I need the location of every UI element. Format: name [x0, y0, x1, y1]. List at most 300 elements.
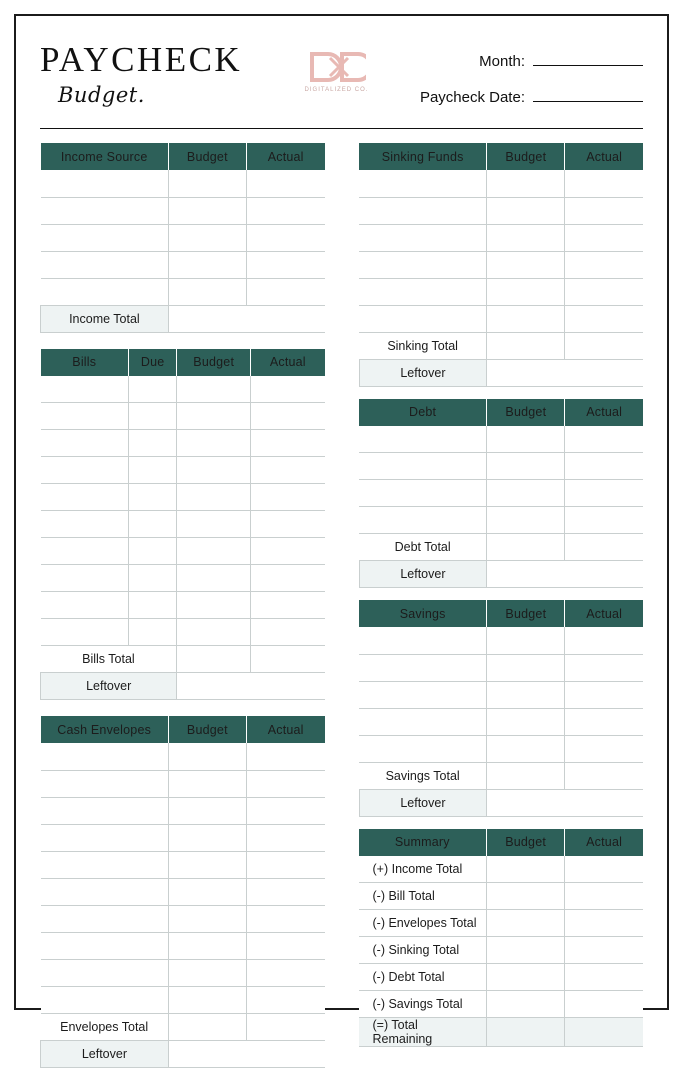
month-input[interactable] — [533, 52, 643, 66]
envelopes-cell-budget[interactable] — [168, 959, 246, 986]
envelopes-row[interactable] — [41, 743, 325, 770]
bills-cell-actual[interactable] — [251, 457, 325, 484]
envelopes-cell-name[interactable] — [41, 851, 169, 878]
bills-cell-name[interactable] — [41, 430, 129, 457]
sinking-cell-name[interactable] — [359, 305, 487, 332]
bills-leftover-row[interactable] — [41, 673, 325, 700]
income-col-source: Income Source — [41, 143, 169, 170]
bills-cell-budget[interactable] — [177, 403, 251, 430]
summary-row-actual[interactable] — [565, 937, 643, 964]
income-cell-actual[interactable] — [246, 224, 324, 251]
summary-row-label: (-) Savings Total — [359, 991, 487, 1018]
savings-header-row — [359, 600, 643, 627]
savings-cell-budget[interactable] — [487, 708, 565, 735]
bills-cell-budget[interactable] — [177, 484, 251, 511]
sinking-header-row — [359, 143, 643, 170]
sinking-cell-actual[interactable] — [565, 278, 643, 305]
debt-total-actual[interactable] — [565, 534, 643, 561]
summary-row-budget[interactable] — [487, 964, 565, 991]
envelopes-cell-budget[interactable] — [168, 770, 246, 797]
bills-col-actual: Actual — [251, 349, 325, 376]
savings-cell-actual[interactable] — [565, 654, 643, 681]
bills-cell-budget[interactable] — [177, 430, 251, 457]
sinking-col-actual: Actual — [565, 143, 643, 170]
sinking-total-label: Sinking Total — [359, 332, 487, 359]
debt-cell-budget[interactable] — [487, 507, 565, 534]
bills-cell-budget[interactable] — [177, 511, 251, 538]
income-total-budget[interactable] — [168, 305, 246, 332]
bills-cell-name[interactable] — [41, 619, 129, 646]
sinking-row[interactable] — [359, 251, 643, 278]
logo-icon — [308, 50, 366, 84]
bills-total-row[interactable] — [41, 646, 325, 673]
envelopes-cell-budget[interactable] — [168, 797, 246, 824]
income-table — [40, 143, 325, 333]
sinking-row[interactable] — [359, 305, 643, 332]
month-row — [393, 52, 643, 70]
savings-leftover-row[interactable] — [359, 789, 643, 816]
bills-cell-name[interactable] — [41, 511, 129, 538]
income-cell-source[interactable] — [41, 224, 169, 251]
savings-cell-name[interactable] — [359, 681, 487, 708]
summary-row-actual[interactable] — [565, 883, 643, 910]
summary-table — [359, 829, 644, 1048]
envelopes-cell-budget[interactable] — [168, 905, 246, 932]
bills-row[interactable] — [41, 538, 325, 565]
sinking-table — [359, 143, 644, 387]
bills-row[interactable] — [41, 511, 325, 538]
envelopes-cell-actual[interactable] — [246, 797, 324, 824]
summary-row-actual[interactable] — [565, 910, 643, 937]
debt-leftover-label: Leftover — [359, 561, 487, 588]
sinking-leftover-label: Leftover — [359, 359, 487, 386]
bills-leftover-actual[interactable] — [251, 673, 325, 700]
savings-cell-name[interactable] — [359, 708, 487, 735]
savings-total-label: Savings Total — [359, 762, 487, 789]
savings-row[interactable] — [359, 681, 643, 708]
sinking-cell-name[interactable] — [359, 197, 487, 224]
bills-cell-budget[interactable] — [177, 538, 251, 565]
debt-cell-name[interactable] — [359, 480, 487, 507]
sinking-cell-name[interactable] — [359, 170, 487, 197]
envelopes-cell-budget[interactable] — [168, 932, 246, 959]
bills-row[interactable] — [41, 565, 325, 592]
debt-leftover-budget[interactable] — [487, 561, 565, 588]
savings-col-budget: Budget — [487, 600, 565, 627]
bills-row[interactable] — [41, 484, 325, 511]
envelopes-cell-actual[interactable] — [246, 932, 324, 959]
bills-total-budget[interactable] — [177, 646, 251, 673]
summary-row — [359, 991, 644, 1018]
sinking-row[interactable] — [359, 224, 643, 251]
income-header-row — [41, 143, 325, 170]
savings-cell-budget[interactable] — [487, 654, 565, 681]
bills-cell-actual[interactable] — [251, 619, 325, 646]
summary-row-label: (-) Sinking Total — [359, 937, 487, 964]
bills-header-row — [41, 349, 325, 376]
page-subtitle: Budget. — [58, 83, 145, 107]
summary-row-budget[interactable] — [487, 883, 565, 910]
envelopes-cell-actual[interactable] — [246, 770, 324, 797]
bills-cell-actual[interactable] — [251, 538, 325, 565]
summary-row-budget[interactable] — [487, 856, 565, 883]
debt-leftover-row[interactable] — [359, 561, 643, 588]
spacer — [359, 588, 644, 600]
sinking-total-budget[interactable] — [487, 332, 565, 359]
bills-row[interactable] — [41, 376, 325, 403]
sinking-total-row[interactable] — [359, 332, 643, 359]
savings-cell-budget[interactable] — [487, 735, 565, 762]
summary-row-budget[interactable] — [487, 991, 565, 1018]
sinking-cell-actual[interactable] — [565, 305, 643, 332]
savings-leftover-budget[interactable] — [487, 789, 565, 816]
bills-cell-name[interactable] — [41, 484, 129, 511]
income-row[interactable] — [41, 170, 325, 197]
bills-cell-due[interactable] — [129, 511, 177, 538]
spacer — [359, 817, 644, 829]
paycheck-date-input[interactable] — [533, 88, 643, 102]
bills-cell-name[interactable] — [41, 457, 129, 484]
bills-cell-name[interactable] — [41, 565, 129, 592]
left-column — [40, 143, 325, 1068]
bills-cell-actual[interactable] — [251, 376, 325, 403]
debt-cell-budget[interactable] — [487, 480, 565, 507]
debt-table — [359, 399, 644, 589]
income-row[interactable] — [41, 197, 325, 224]
envelopes-cell-name[interactable] — [41, 797, 169, 824]
debt-cell-actual[interactable] — [565, 480, 643, 507]
envelopes-cell-actual[interactable] — [246, 959, 324, 986]
income-cell-budget[interactable] — [168, 197, 246, 224]
savings-total-budget[interactable] — [487, 762, 565, 789]
envelopes-col-actual: Actual — [246, 716, 324, 743]
summary-col-budget: Budget — [487, 829, 565, 856]
envelopes-leftover-label: Leftover — [41, 1040, 169, 1067]
summary-row-label: (-) Bill Total — [359, 883, 487, 910]
debt-cell-name[interactable] — [359, 507, 487, 534]
content-columns — [40, 143, 643, 1068]
debt-cell-actual[interactable] — [565, 426, 643, 453]
bills-cell-actual[interactable] — [251, 511, 325, 538]
bills-cell-name[interactable] — [41, 592, 129, 619]
right-column — [359, 143, 644, 1068]
envelopes-table — [40, 716, 325, 1068]
bills-cell-actual[interactable] — [251, 403, 325, 430]
envelopes-header-row — [41, 716, 325, 743]
envelopes-cell-actual[interactable] — [246, 851, 324, 878]
envelopes-col-budget: Budget — [168, 716, 246, 743]
envelopes-cell-name[interactable] — [41, 959, 169, 986]
savings-cell-budget[interactable] — [487, 627, 565, 654]
bills-col-budget: Budget — [177, 349, 251, 376]
bills-row[interactable] — [41, 592, 325, 619]
debt-total-budget[interactable] — [487, 534, 565, 561]
debt-total-label: Debt Total — [359, 534, 487, 561]
savings-cell-actual[interactable] — [565, 708, 643, 735]
income-cell-budget[interactable] — [168, 224, 246, 251]
bills-cell-actual[interactable] — [251, 592, 325, 619]
savings-cell-name[interactable] — [359, 654, 487, 681]
sinking-cell-budget[interactable] — [487, 224, 565, 251]
envelopes-leftover-budget[interactable] — [168, 1040, 246, 1067]
bills-cell-due[interactable] — [129, 376, 177, 403]
sinking-cell-name[interactable] — [359, 251, 487, 278]
spacer — [40, 333, 325, 349]
summary-col-name: Summary — [359, 829, 487, 856]
bills-cell-due[interactable] — [129, 457, 177, 484]
sinking-cell-name[interactable] — [359, 278, 487, 305]
bills-row[interactable] — [41, 457, 325, 484]
bills-total-actual[interactable] — [251, 646, 325, 673]
envelopes-row[interactable] — [41, 878, 325, 905]
bills-cell-budget[interactable] — [177, 619, 251, 646]
bills-row[interactable] — [41, 403, 325, 430]
summary-row-label: (-) Envelopes Total — [359, 910, 487, 937]
savings-table — [359, 600, 644, 817]
bills-table — [40, 349, 325, 701]
spacer — [359, 387, 644, 399]
page-header — [40, 38, 643, 130]
income-cell-budget[interactable] — [168, 278, 246, 305]
savings-col-name: Savings — [359, 600, 487, 627]
savings-total-actual[interactable] — [565, 762, 643, 789]
bills-cell-due[interactable] — [129, 430, 177, 457]
savings-col-actual: Actual — [565, 600, 643, 627]
debt-header-row — [359, 399, 643, 426]
debt-col-budget: Budget — [487, 399, 565, 426]
bills-leftover-label: Leftover — [41, 673, 177, 700]
bills-cell-name[interactable] — [41, 376, 129, 403]
income-row[interactable] — [41, 224, 325, 251]
debt-cell-name[interactable] — [359, 426, 487, 453]
savings-row[interactable] — [359, 627, 643, 654]
envelopes-row[interactable] — [41, 797, 325, 824]
debt-row[interactable] — [359, 453, 643, 480]
income-cell-source[interactable] — [41, 197, 169, 224]
envelopes-cell-name[interactable] — [41, 932, 169, 959]
income-row[interactable] — [41, 251, 325, 278]
summary-row-budget[interactable] — [487, 1018, 565, 1047]
savings-cell-name[interactable] — [359, 735, 487, 762]
income-cell-actual[interactable] — [246, 197, 324, 224]
envelopes-col-name: Cash Envelopes — [41, 716, 169, 743]
debt-leftover-actual[interactable] — [565, 561, 643, 588]
sinking-col-budget: Budget — [487, 143, 565, 170]
spacer — [40, 700, 325, 716]
envelopes-cell-budget[interactable] — [168, 986, 246, 1013]
debt-cell-budget[interactable] — [487, 453, 565, 480]
header-divider — [40, 128, 643, 129]
sinking-cell-actual[interactable] — [565, 170, 643, 197]
sinking-row[interactable] — [359, 278, 643, 305]
bills-leftover-budget[interactable] — [177, 673, 251, 700]
debt-cell-name[interactable] — [359, 453, 487, 480]
envelopes-row[interactable] — [41, 905, 325, 932]
savings-leftover-actual[interactable] — [565, 789, 643, 816]
envelopes-cell-name[interactable] — [41, 905, 169, 932]
envelopes-cell-name[interactable] — [41, 770, 169, 797]
savings-leftover-label: Leftover — [359, 789, 487, 816]
income-cell-budget[interactable] — [168, 251, 246, 278]
sinking-cell-name[interactable] — [359, 224, 487, 251]
envelopes-row[interactable] — [41, 770, 325, 797]
savings-cell-budget[interactable] — [487, 681, 565, 708]
envelopes-cell-actual[interactable] — [246, 743, 324, 770]
bills-cell-due[interactable] — [129, 484, 177, 511]
envelopes-cell-name[interactable] — [41, 878, 169, 905]
sinking-cell-budget[interactable] — [487, 278, 565, 305]
summary-header-row — [359, 829, 644, 856]
debt-total-row[interactable] — [359, 534, 643, 561]
savings-row[interactable] — [359, 735, 643, 762]
income-cell-actual[interactable] — [246, 278, 324, 305]
sinking-leftover-row[interactable] — [359, 359, 643, 386]
envelopes-cell-actual[interactable] — [246, 986, 324, 1013]
envelopes-cell-actual[interactable] — [246, 878, 324, 905]
savings-cell-name[interactable] — [359, 627, 487, 654]
month-label: Month: — [479, 53, 525, 70]
savings-cell-actual[interactable] — [565, 735, 643, 762]
bills-col-due: Due — [129, 349, 177, 376]
debt-cell-budget[interactable] — [487, 426, 565, 453]
bills-cell-due[interactable] — [129, 592, 177, 619]
income-total-label: Income Total — [41, 305, 169, 332]
envelopes-cell-budget[interactable] — [168, 824, 246, 851]
sinking-cell-budget[interactable] — [487, 170, 565, 197]
bills-cell-due[interactable] — [129, 565, 177, 592]
savings-cell-actual[interactable] — [565, 681, 643, 708]
summary-row-label: (+) Income Total — [359, 856, 487, 883]
sinking-cell-actual[interactable] — [565, 224, 643, 251]
income-cell-actual[interactable] — [246, 251, 324, 278]
paycheck-date-label: Paycheck Date: — [419, 89, 525, 106]
sinking-row[interactable] — [359, 170, 643, 197]
envelopes-total-actual[interactable] — [246, 1013, 324, 1040]
sinking-cell-budget[interactable] — [487, 251, 565, 278]
envelopes-leftover-actual[interactable] — [246, 1040, 324, 1067]
bills-total-label: Bills Total — [41, 646, 177, 673]
envelopes-cell-budget[interactable] — [168, 743, 246, 770]
bills-cell-actual[interactable] — [251, 484, 325, 511]
sinking-cell-budget[interactable] — [487, 197, 565, 224]
envelopes-cell-name[interactable] — [41, 743, 169, 770]
envelopes-total-budget[interactable] — [168, 1013, 246, 1040]
envelopes-leftover-row[interactable] — [41, 1040, 325, 1067]
savings-cell-actual[interactable] — [565, 627, 643, 654]
sinking-cell-actual[interactable] — [565, 197, 643, 224]
debt-cell-actual[interactable] — [565, 453, 643, 480]
bills-cell-actual[interactable] — [251, 430, 325, 457]
bills-cell-budget[interactable] — [177, 376, 251, 403]
sinking-cell-actual[interactable] — [565, 251, 643, 278]
sinking-leftover-budget[interactable] — [487, 359, 565, 386]
sinking-col-name: Sinking Funds — [359, 143, 487, 170]
summary-total-row — [359, 1018, 644, 1047]
income-cell-source[interactable] — [41, 251, 169, 278]
sinking-row[interactable] — [359, 197, 643, 224]
page-title: PAYCHECK — [40, 40, 243, 79]
savings-row[interactable] — [359, 708, 643, 735]
envelopes-cell-budget[interactable] — [168, 878, 246, 905]
bills-cell-name[interactable] — [41, 538, 129, 565]
savings-total-row[interactable] — [359, 762, 643, 789]
logo-text: DIGITALIZED CO. — [304, 87, 369, 93]
bills-cell-due[interactable] — [129, 403, 177, 430]
envelopes-cell-name[interactable] — [41, 824, 169, 851]
bills-cell-budget[interactable] — [177, 565, 251, 592]
envelopes-cell-name[interactable] — [41, 986, 169, 1013]
summary-row-budget[interactable] — [487, 910, 565, 937]
envelopes-row[interactable] — [41, 932, 325, 959]
income-row[interactable] — [41, 278, 325, 305]
envelopes-row[interactable] — [41, 986, 325, 1013]
debt-cell-actual[interactable] — [565, 507, 643, 534]
bills-cell-budget[interactable] — [177, 592, 251, 619]
summary-row-budget[interactable] — [487, 937, 565, 964]
income-total-row[interactable] — [41, 305, 325, 332]
budget-sheet — [14, 14, 669, 1061]
bills-cell-actual[interactable] — [251, 565, 325, 592]
bills-row[interactable] — [41, 619, 325, 646]
envelopes-row[interactable] — [41, 959, 325, 986]
income-col-actual: Actual — [246, 143, 324, 170]
income-cell-budget[interactable] — [168, 170, 246, 197]
envelopes-total-row[interactable] — [41, 1013, 325, 1040]
envelopes-total-label: Envelopes Total — [41, 1013, 169, 1040]
summary-col-actual: Actual — [565, 829, 643, 856]
summary-row — [359, 856, 644, 883]
envelopes-row[interactable] — [41, 824, 325, 851]
bills-col-name: Bills — [41, 349, 129, 376]
paycheck-date-row — [393, 88, 643, 106]
summary-row-actual[interactable] — [565, 856, 643, 883]
debt-col-actual: Actual — [565, 399, 643, 426]
brand-logo — [282, 42, 392, 94]
envelopes-cell-budget[interactable] — [168, 851, 246, 878]
bills-row[interactable] — [41, 430, 325, 457]
envelopes-cell-actual[interactable] — [246, 905, 324, 932]
debt-row[interactable] — [359, 480, 643, 507]
sinking-total-actual[interactable] — [565, 332, 643, 359]
debt-row[interactable] — [359, 507, 643, 534]
income-col-budget: Budget — [168, 143, 246, 170]
summary-row-actual[interactable] — [565, 964, 643, 991]
summary-row-actual[interactable] — [565, 991, 643, 1018]
income-cell-source[interactable] — [41, 170, 169, 197]
envelopes-cell-actual[interactable] — [246, 824, 324, 851]
bills-cell-due[interactable] — [129, 538, 177, 565]
savings-row[interactable] — [359, 654, 643, 681]
summary-row — [359, 910, 644, 937]
sinking-cell-budget[interactable] — [487, 305, 565, 332]
debt-col-name: Debt — [359, 399, 487, 426]
debt-row[interactable] — [359, 426, 643, 453]
income-total-actual[interactable] — [246, 305, 324, 332]
title-block — [40, 42, 280, 107]
summary-row — [359, 964, 644, 991]
income-cell-actual[interactable] — [246, 170, 324, 197]
sinking-leftover-actual[interactable] — [565, 359, 643, 386]
bills-cell-name[interactable] — [41, 403, 129, 430]
summary-row-label: (=) Total Remaining — [359, 1018, 487, 1047]
summary-row-actual[interactable] — [565, 1018, 643, 1047]
summary-row-label: (-) Debt Total — [359, 964, 487, 991]
income-cell-source[interactable] — [41, 278, 169, 305]
envelopes-row[interactable] — [41, 851, 325, 878]
bills-cell-due[interactable] — [129, 619, 177, 646]
bills-cell-budget[interactable] — [177, 457, 251, 484]
summary-row — [359, 937, 644, 964]
